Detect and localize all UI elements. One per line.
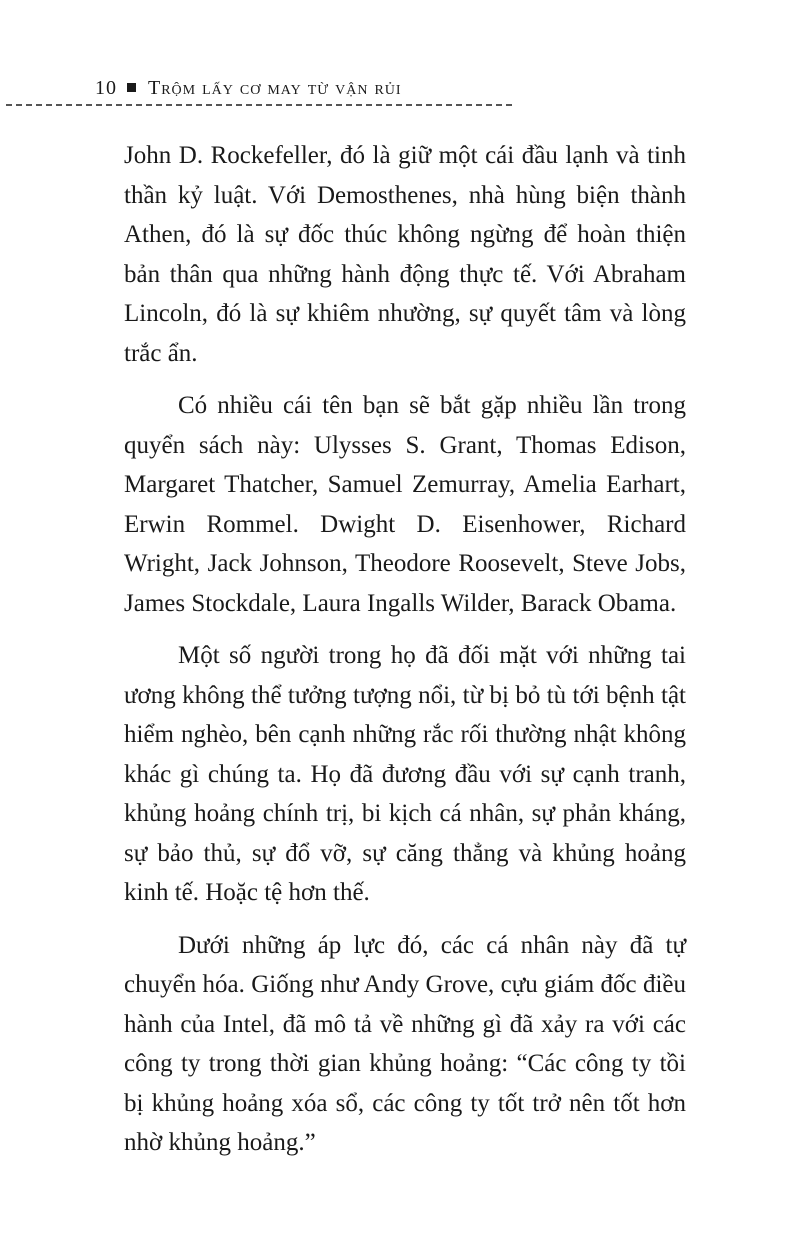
paragraph: Có nhiều cái tên bạn sẽ bắt gặp nhiều lần trong quyển sách này: Ulysses S. Grant, Thomas Edison, Margaret Thatcher, Samuel Zemurray, Amelia Earhart, Erwin Rommel. Dwight D. Eisenhower, Richard Wright, Jack Johnson, Theodore Roosevelt, Steve Jobs, James Stockdale, Laura Ingalls Wilder, Barack Obama. — [124, 392, 686, 617]
page-number: 10 — [95, 77, 117, 99]
running-header — [95, 76, 402, 100]
paragraph: Dưới những áp lực đó, các cá nhân này đã tự chuyển hóa. Giống như Andy Grove, cựu giám đốc điều hành của Intel, đã mô tả về những gì đã xảy ra với các công ty trong thời gian khủng hoảng: “Các công ty tồi bị khủng hoảng xóa sổ, các công ty tốt trở nên tốt hơn nhờ khủng hoảng.” — [124, 931, 686, 1156]
body-text — [124, 136, 686, 1176]
paragraph: Một số người trong họ đã đối mặt với những tai ương không thể tưởng tượng nổi, từ bị bỏ tù tới bệnh tật hiểm nghèo, bên cạnh những rắc rối thường nhật không khác gì chúng ta. Họ đã đương đầu với sự cạnh tranh, khủng hoảng chính trị, bi kịch cá nhân, sự phản kháng, sự bảo thủ, sự đổ vỡ, sự căng thẳng và khủng hoảng kinh tế. Hoặc tệ hơn thế. — [124, 642, 686, 906]
square-bullet-icon — [127, 83, 136, 92]
header-divider — [6, 104, 512, 106]
paragraph: John D. Rockefeller, đó là giữ một cái đầu lạnh và tinh thần kỷ luật. Với Demosthenes, nhà hùng biện thành Athen, đó là sự đốc thúc không ngừng để hoàn thiện bản thân qua những hành động thực tế. Với Abraham Lincoln, đó là sự khiêm nhường, sự quyết tâm và lòng trắc ẩn. — [124, 142, 686, 367]
running-title: Trộm lấy cơ may từ vận rủi — [148, 77, 402, 99]
